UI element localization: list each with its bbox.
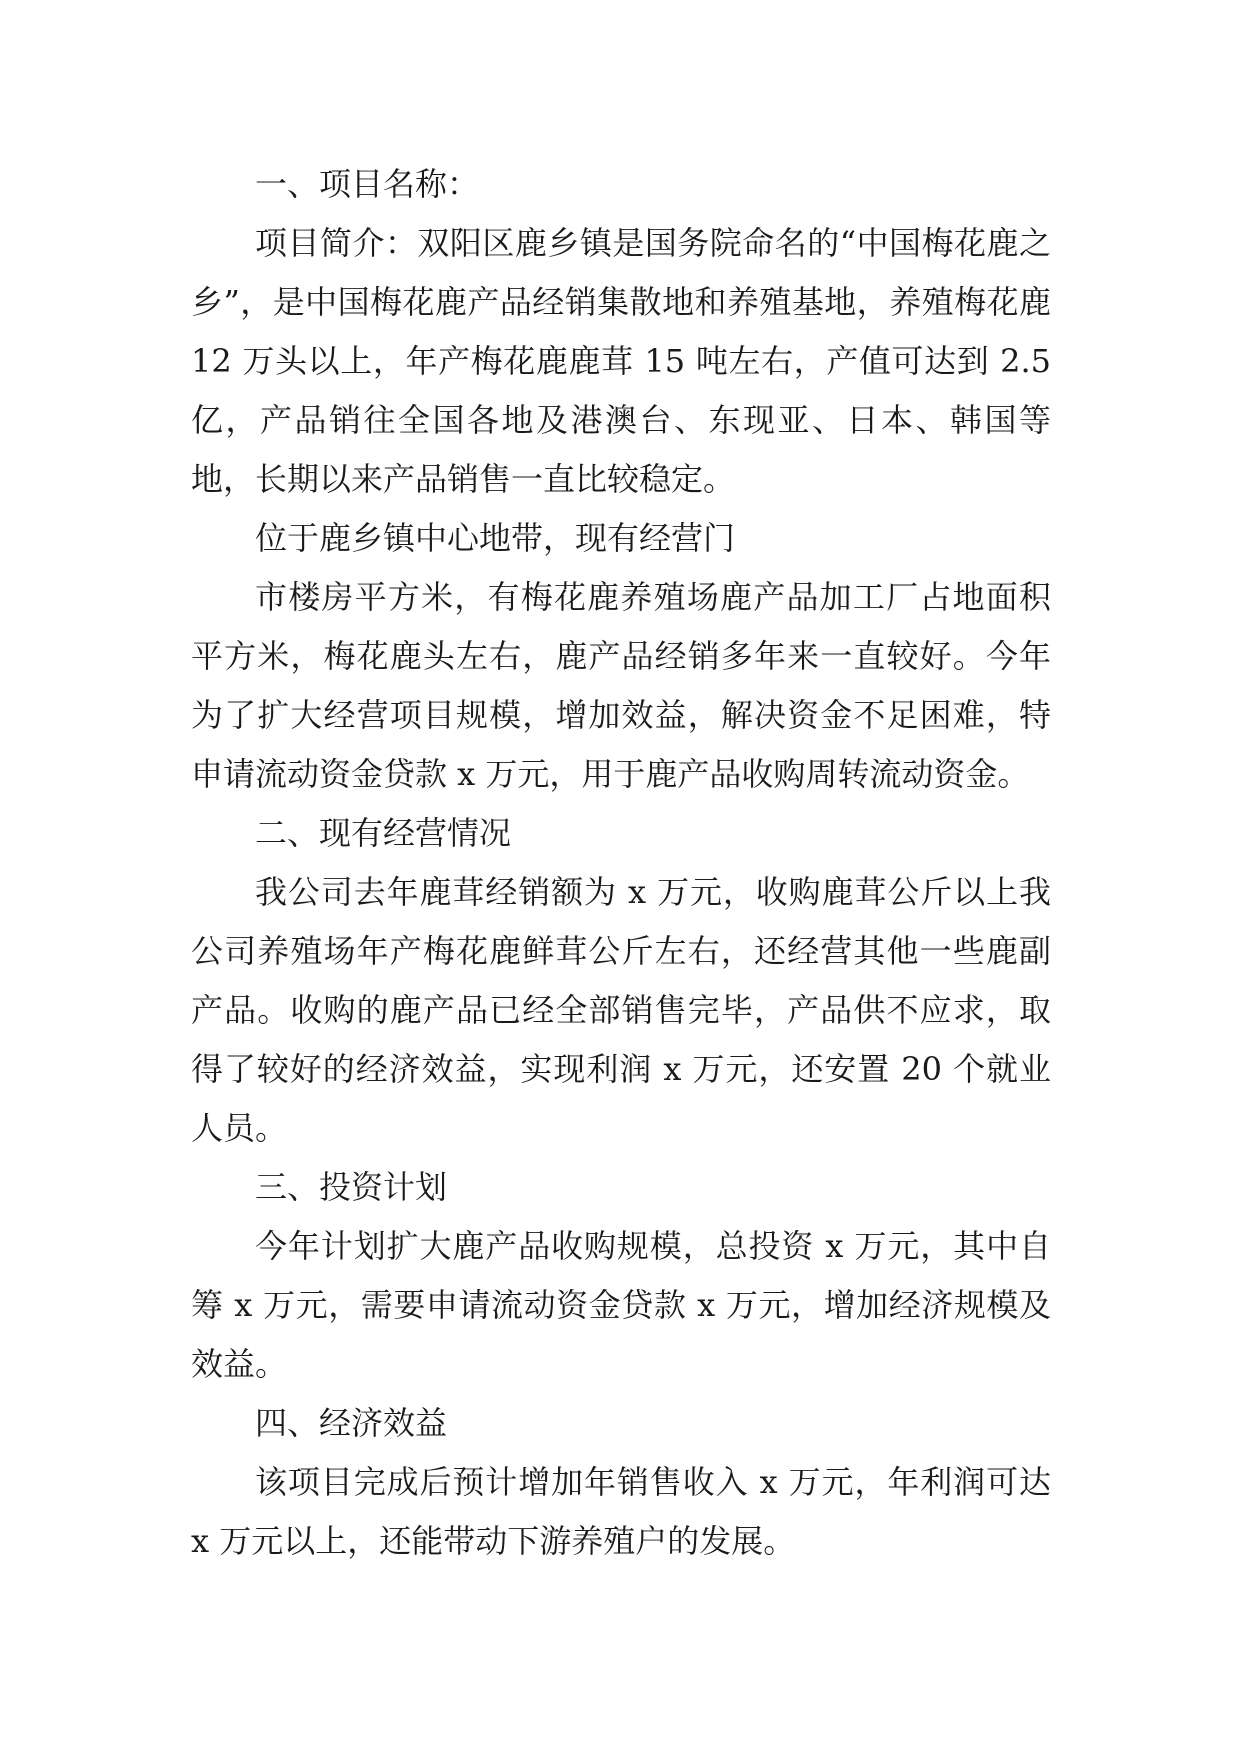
paragraph-investment-plan: 今年计划扩大鹿产品收购规模，总投资 x 万元，其中自筹 x 万元，需要申请流动资金贷款 x 万元，增加经济规模及效益。 <box>191 1227 1051 1383</box>
paragraph-economic-benefits: 该项目完成后预计增加年销售收入 x 万元，年利润可达 x 万元以上，还能带动下游养殖户的发展。 <box>191 1463 1051 1560</box>
heading-economic-benefits: 四、经济效益 <box>255 1404 448 1442</box>
paragraph-current-operations: 我公司去年鹿茸经销额为 x 万元，收购鹿茸公斤以上我公司养殖场年产梅花鹿鲜茸公斤左右，还经营其他一些鹿副产品。收购的鹿产品已经全部销售完毕，产品供不应求，取得了较好的经济效益，实现利润 x 万元，还安置 20 个就业人员。 <box>191 873 1051 1147</box>
paragraph-project-intro: 项目简介：双阳区鹿乡镇是国务院命名的“中国梅花鹿之乡”，是中国梅花鹿产品经销集散地和养殖基地，养殖梅花鹿 12 万头以上，年产梅花鹿鹿茸 15 吨左右，产值可达到 2.5 亿，产品销往全国各地及港澳台、东现亚、日本、韩国等地，长期以来产品销售一直比较稳定。 <box>191 224 1051 498</box>
paragraph-location: 位于鹿乡镇中心地带，现有经营门 <box>255 519 736 557</box>
heading-project-name: 一、项目名称： <box>255 165 480 203</box>
heading-investment-plan: 三、投资计划 <box>255 1168 448 1206</box>
paragraph-facilities: 市楼房平方米，有梅花鹿养殖场鹿产品加工厂占地面积平方米，梅花鹿头左右，鹿产品经销多年来一直较好。今年为了扩大经营项目规模，增加效益，解决资金不足困难，特申请流动资金贷款 x 万元，用于鹿产品收购周转流动资金。 <box>191 578 1051 793</box>
heading-current-operations: 二、现有经营情况 <box>255 814 512 852</box>
document-body <box>191 155 1051 1571</box>
